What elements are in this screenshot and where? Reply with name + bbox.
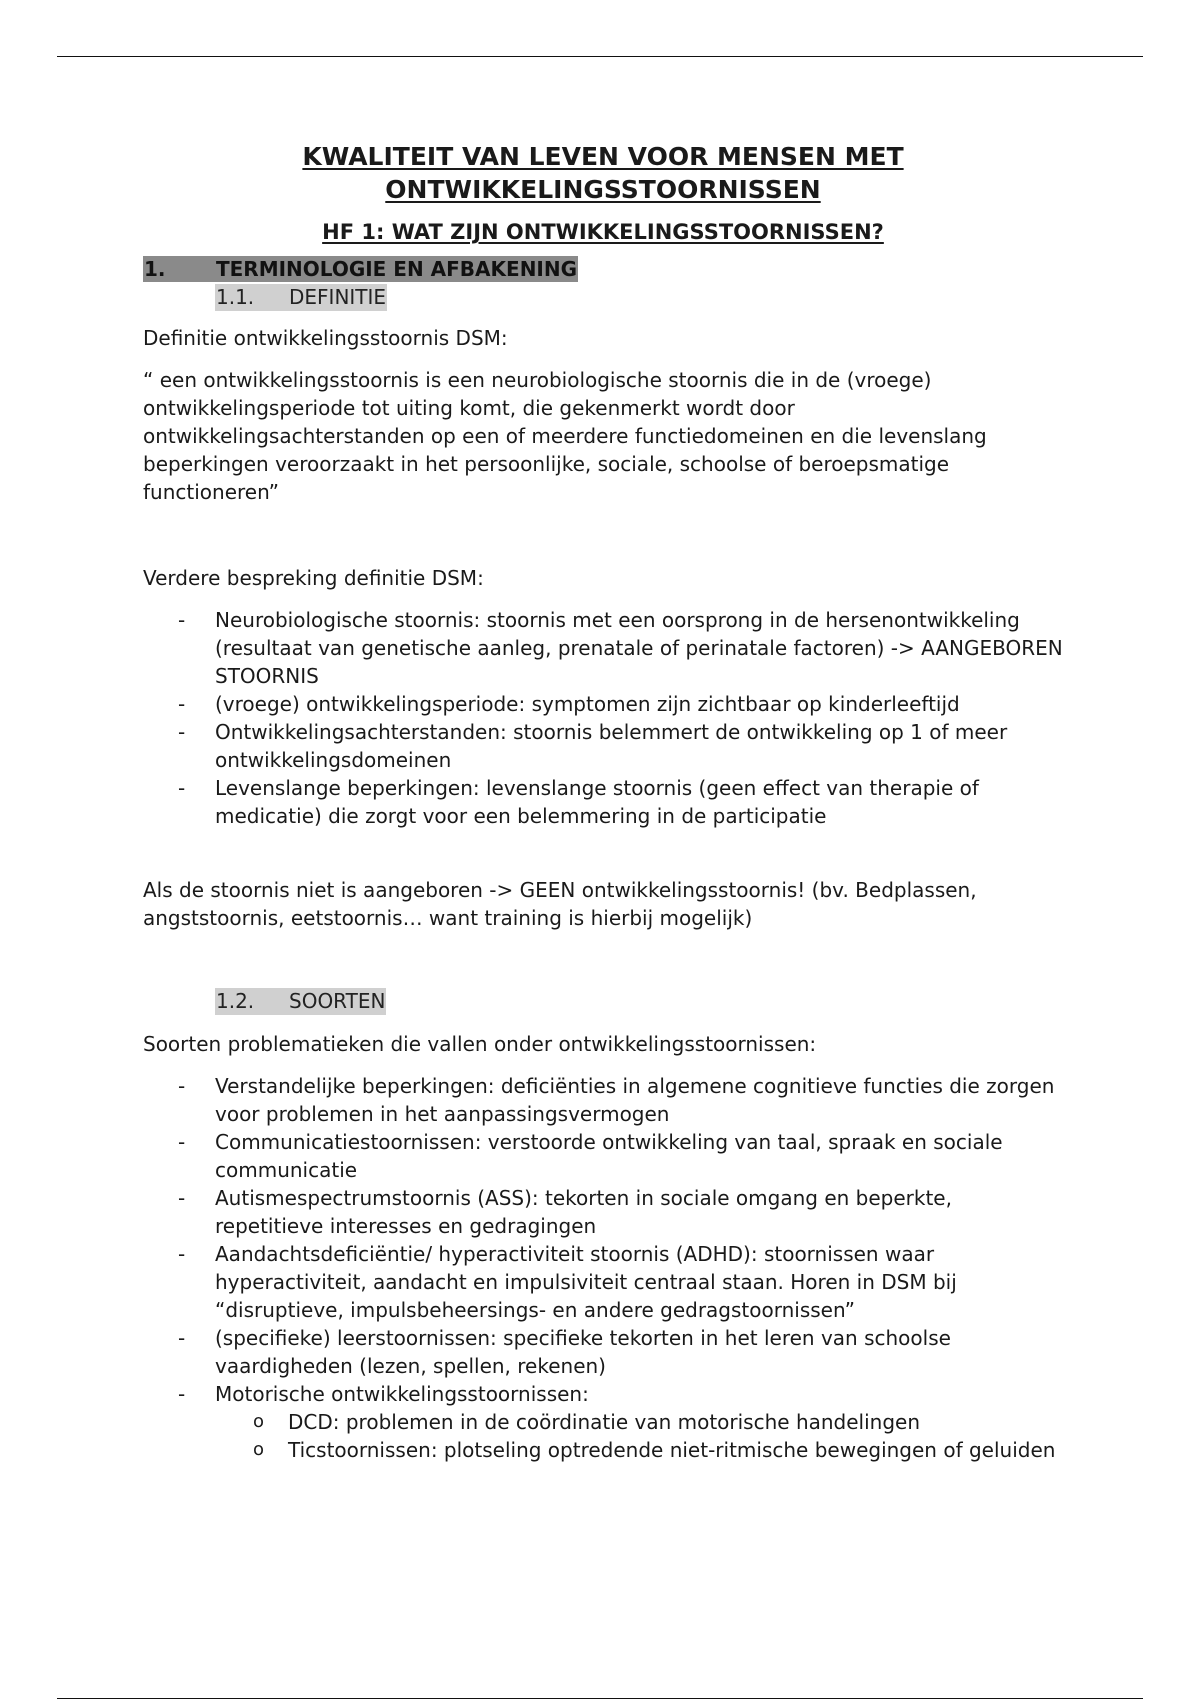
subsection-1-2-title: SOORTEN bbox=[289, 989, 386, 1013]
further-discussion-intro: Verdere bespreking definitie DSM: bbox=[143, 566, 484, 590]
list-item bbox=[143, 718, 1063, 774]
document-title bbox=[143, 140, 1063, 206]
list-item-text: Ticstoornissen: plotseling optredende niet-ritmische bewegingen of geluiden bbox=[288, 1438, 1056, 1462]
list-item-text: Neurobiologische stoornis: stoornis met een oorsprong in de hersenontwikkeling (resultaat van genetische aanleg, prenatale of perinatale factoren) -> AANGEBOREN STOORNIS bbox=[215, 608, 1063, 688]
circle-bullet: o bbox=[253, 1411, 265, 1432]
list-item bbox=[143, 1408, 1063, 1436]
dash-bullet: - bbox=[178, 1074, 186, 1098]
list-item bbox=[143, 774, 1063, 830]
list-item bbox=[143, 1128, 1063, 1184]
dash-bullet: - bbox=[178, 608, 186, 632]
subsection-1-2-heading bbox=[215, 988, 386, 1015]
dash-bullet: - bbox=[178, 692, 186, 716]
list-item-text: Ontwikkelingsachterstanden: stoornis belemmert de ontwikkeling op 1 of meer ontwikkelingsdomeinen bbox=[215, 720, 1008, 772]
subsection-1-1-heading-row bbox=[143, 284, 1063, 312]
dash-bullet: - bbox=[178, 1326, 186, 1350]
dash-bullet: - bbox=[178, 720, 186, 744]
types-intro: Soorten problematieken die vallen onder ontwikkelingsstoornissen: bbox=[143, 1032, 817, 1056]
list-item-text: Autismespectrumstoornis (ASS): tekorten in sociale omgang en beperkte, repetitieve interesses en gedragingen bbox=[215, 1186, 952, 1238]
page-content bbox=[143, 140, 1063, 1464]
footer-rule bbox=[57, 1698, 1143, 1699]
document-title-line1: KWALITEIT VAN LEVEN VOOR MENSEN MET bbox=[302, 142, 904, 171]
section-1-title: TERMINOLOGIE EN AFBAKENING bbox=[216, 257, 578, 281]
circle-bullet: o bbox=[253, 1439, 265, 1460]
section-1-number: 1. bbox=[144, 257, 166, 281]
subsection-1-1-title: DEFINITIE bbox=[289, 285, 387, 309]
list-item-text: (vroege) ontwikkelingsperiode: symptomen zijn zichtbaar op kinderleeftijd bbox=[215, 692, 960, 716]
header-rule bbox=[57, 56, 1143, 57]
list-item-text: (specifieke) leerstoornissen: specifieke tekorten in het leren van schoolse vaardigheden (lezen, spellen, rekenen) bbox=[215, 1326, 951, 1378]
list-item-text: Verstandelijke beperkingen: deficiënties in algemene cognitieve functies die zorgen voor problemen in het aanpassingsvermogen bbox=[215, 1074, 1055, 1126]
chapter-title: HF 1: WAT ZIJN ONTWIKKELINGSSTOORNISSEN? bbox=[322, 220, 884, 244]
definition-bullet-list bbox=[143, 606, 1063, 830]
list-item-text: Levenslange beperkingen: levenslange stoornis (geen effect van therapie of medicatie) die zorgt voor een belemmering in de participatie bbox=[215, 776, 979, 828]
document-title-line2: ONTWIKKELINGSSTOORNISSEN bbox=[385, 175, 821, 204]
congenital-note: Als de stoornis niet is aangeboren -> GEEN ontwikkelingsstoornis! (bv. Bedplassen, angststoornis, eetstoornis… want training is hierbij mogelijk) bbox=[143, 878, 977, 930]
list-item-text: Motorische ontwikkelingsstoornissen: bbox=[215, 1382, 589, 1406]
dash-bullet: - bbox=[178, 1186, 186, 1210]
list-item bbox=[143, 1072, 1063, 1128]
list-item bbox=[143, 1380, 1063, 1408]
section-1-heading-row bbox=[143, 256, 1063, 284]
list-item bbox=[143, 606, 1063, 690]
subsection-1-1-heading bbox=[215, 284, 387, 311]
list-item bbox=[143, 1324, 1063, 1380]
list-item-text: Communicatiestoornissen: verstoorde ontwikkeling van taal, spraak en sociale communicatie bbox=[215, 1130, 1003, 1182]
list-item bbox=[143, 1184, 1063, 1240]
section-1-heading bbox=[143, 256, 578, 282]
motor-disorders-sublist bbox=[143, 1408, 1063, 1464]
dash-bullet: - bbox=[178, 776, 186, 800]
list-item-text: Aandachtsdeficiëntie/ hyperactiviteit stoornis (ADHD): stoornissen waar hyperactiviteit, aandacht en impulsiviteit centraal staan. Horen in DSM bij “disruptieve, impulsbeheersings- en andere gedragstoornissen” bbox=[215, 1242, 957, 1322]
subsection-1-2-heading-row bbox=[143, 988, 1063, 1016]
definition-intro: Definitie ontwikkelingsstoornis DSM: bbox=[143, 326, 508, 350]
definition-quote: “ een ontwikkelingsstoornis is een neurobiologische stoornis die in de (vroege) ontwikkelingsperiode tot uiting komt, die gekenmerkt wordt door ontwikkelingsachterstanden op een of meerdere functiedomeinen en die levenslang beperkingen veroorzaakt in het persoonlijke, sociale, schoolse of beroepsmatige functioneren” bbox=[143, 368, 987, 504]
subsection-1-2-number: 1.2. bbox=[216, 989, 255, 1013]
list-item bbox=[143, 1436, 1063, 1464]
list-item bbox=[143, 690, 1063, 718]
dash-bullet: - bbox=[178, 1382, 186, 1406]
subsection-1-1-number: 1.1. bbox=[216, 285, 255, 309]
types-bullet-list bbox=[143, 1072, 1063, 1408]
dash-bullet: - bbox=[178, 1130, 186, 1154]
list-item-text: DCD: problemen in de coördinatie van motorische handelingen bbox=[288, 1410, 921, 1434]
list-item bbox=[143, 1240, 1063, 1324]
dash-bullet: - bbox=[178, 1242, 186, 1266]
